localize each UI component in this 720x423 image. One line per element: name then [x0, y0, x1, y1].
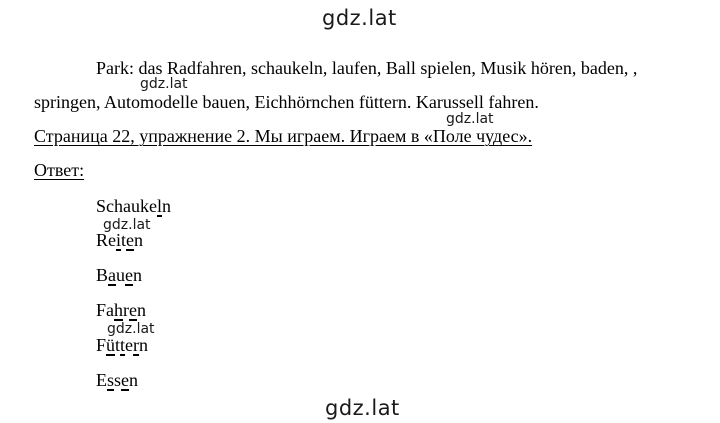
answer-word	[96, 231, 143, 249]
underlined-letter: t	[120, 335, 126, 355]
underlined-letter: e	[126, 230, 135, 250]
answer-word	[96, 371, 138, 389]
word-fragment: n	[129, 370, 139, 390]
answer-word	[96, 336, 148, 354]
word-fragment: u	[116, 265, 126, 285]
word-fragment: E	[96, 370, 107, 390]
word-fragment: Fa	[96, 300, 114, 320]
answer-word	[96, 266, 142, 284]
watermark-top: gdz.lat	[322, 6, 397, 30]
word-fragment: t	[121, 230, 127, 250]
word-fragment: r	[123, 300, 129, 320]
paragraph-line-1: Park: das Radfahren, schaukeln, laufen, Ball spielen, Musik hören, baden, ,	[96, 58, 638, 78]
watermark-inline-3: gdz.lat	[103, 217, 151, 233]
word-fragment: n	[134, 230, 144, 250]
word-fragment: t	[115, 335, 121, 355]
underlined-letter: e	[129, 300, 137, 320]
underlined-letter: a	[108, 265, 117, 285]
watermark-inline-1: gdz.lat	[140, 76, 188, 92]
answer-word	[96, 197, 171, 215]
word-fragment: n	[133, 265, 143, 285]
word-fragment: F	[96, 335, 107, 355]
underlined-letter: e	[121, 370, 130, 390]
word-fragment: n	[139, 335, 149, 355]
word-fragment: n	[162, 196, 171, 216]
exercise-heading: Страница 22, упражнение 2. Мы играем. Играем в «Поле чудес».	[34, 126, 533, 146]
word-fragment: B	[96, 265, 109, 285]
underlined-letter: i	[116, 230, 122, 250]
watermark-inline-2: gdz.lat	[446, 111, 494, 127]
underlined-letter: e	[125, 265, 134, 285]
answer-label: Ответ:	[34, 160, 85, 180]
underlined-letter: r	[133, 335, 140, 355]
watermark-bottom: gdz.lat	[325, 396, 400, 420]
underlined-letter: l	[156, 196, 162, 216]
answer-word	[96, 301, 146, 319]
watermark-inline-4: gdz.lat	[107, 321, 155, 337]
underlined-letter: s	[107, 370, 115, 390]
word-fragment: e	[125, 335, 134, 355]
underlined-letter: ü	[106, 335, 116, 355]
word-fragment: Schauke	[96, 196, 157, 216]
word-fragment: n	[137, 300, 146, 320]
word-fragment: s	[114, 370, 122, 390]
word-fragment: Re	[96, 230, 116, 250]
paragraph-line-2: springen, Automodelle bauen, Eichhörnchen füttern. Karussell fahren.	[34, 92, 539, 112]
underlined-letter: h	[114, 300, 123, 320]
